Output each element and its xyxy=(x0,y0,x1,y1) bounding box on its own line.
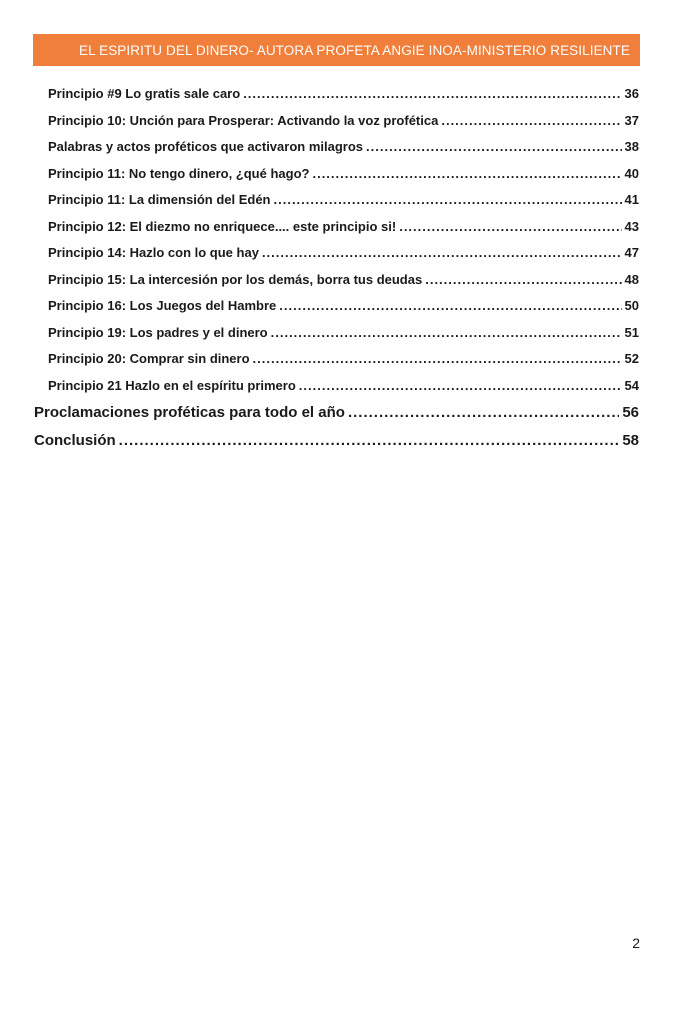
toc-entry-page: 43 xyxy=(624,219,639,234)
toc-entry-page: 50 xyxy=(624,298,639,313)
toc-entry-page: 47 xyxy=(624,245,639,260)
toc-entry-palabras-actos[interactable] xyxy=(48,139,639,154)
toc-dot-leader xyxy=(348,404,619,421)
toc-entry-conclusion[interactable] xyxy=(34,432,639,449)
toc-entry-page: 51 xyxy=(624,325,639,340)
toc-entry-page: 54 xyxy=(624,378,639,393)
toc-entry-page: 41 xyxy=(624,192,639,207)
running-header xyxy=(33,34,640,66)
toc-entry-title: Principio #9 Lo gratis sale caro xyxy=(48,86,241,101)
toc-entry-title: Proclamaciones proféticas para todo el año xyxy=(34,404,345,421)
toc-entry-title: Principio 14: Hazlo con lo que hay xyxy=(48,245,259,260)
toc-entry-title: Principio 16: Los Juegos del Hambre xyxy=(48,298,277,313)
toc-entry-page: 38 xyxy=(624,139,639,154)
toc-entry-principio-11a[interactable] xyxy=(48,166,639,181)
toc-entry-page: 56 xyxy=(622,404,639,421)
toc-entry-title: Principio 11: No tengo dinero, ¿qué hago? xyxy=(48,166,310,181)
toc-entry-proclamaciones[interactable] xyxy=(34,404,639,421)
toc-entry-title: Principio 20: Comprar sin dinero xyxy=(48,351,250,366)
toc-entry-page: 52 xyxy=(624,351,639,366)
toc-entry-principio-14[interactable] xyxy=(48,245,639,260)
toc-entry-title: Principio 10: Unción para Prosperar: Activando la voz profética xyxy=(48,113,439,128)
toc-entry-title: Principio 15: La intercesión por los demás, borra tus deudas xyxy=(48,272,423,287)
toc-dot-leader xyxy=(279,298,621,313)
toc-entry-title: Palabras y actos proféticos que activaron milagros xyxy=(48,139,364,154)
toc-entry-principio-19[interactable] xyxy=(48,325,639,340)
toc-entry-principio-16[interactable] xyxy=(48,298,639,313)
toc-entry-principio-10[interactable] xyxy=(48,113,639,128)
toc-entry-principio-15[interactable] xyxy=(48,272,639,287)
page-number: 2 xyxy=(632,935,640,951)
toc-entry-principio-9[interactable] xyxy=(48,86,639,101)
toc-entry-title: Principio 12: El diezmo no enriquece.... este principio si! xyxy=(48,219,397,234)
toc-entry-page: 37 xyxy=(624,113,639,128)
toc-entry-page: 58 xyxy=(622,432,639,449)
running-header-text: EL ESPIRITU DEL DINERO- AUTORA PROFETA ANGIE INOA-MINISTERIO RESILIENTE xyxy=(79,43,630,58)
toc-entry-title: Principio 21 Hazlo en el espíritu primero xyxy=(48,378,296,393)
toc-entry-principio-20[interactable] xyxy=(48,351,639,366)
toc-entry-principio-11b[interactable] xyxy=(48,192,639,207)
toc-dot-leader xyxy=(399,219,621,234)
toc-dot-leader xyxy=(366,139,622,154)
toc-entry-title: Conclusión xyxy=(34,432,116,449)
toc-dot-leader xyxy=(312,166,621,181)
toc-dot-leader xyxy=(253,351,622,366)
toc-entry-title: Principio 19: Los padres y el dinero xyxy=(48,325,268,340)
toc-dot-leader xyxy=(274,192,622,207)
toc-dot-leader xyxy=(243,86,621,101)
toc-entry-principio-21[interactable] xyxy=(48,378,639,393)
toc-dot-leader xyxy=(299,378,622,393)
toc-dot-leader xyxy=(271,325,622,340)
toc-entry-principio-12[interactable] xyxy=(48,219,639,234)
toc-entry-page: 36 xyxy=(624,86,639,101)
toc-dot-leader xyxy=(441,113,621,128)
toc-entry-page: 40 xyxy=(624,166,639,181)
toc-entry-title: Principio 11: La dimensión del Edén xyxy=(48,192,271,207)
toc-entry-page: 48 xyxy=(624,272,639,287)
toc-dot-leader xyxy=(119,432,620,449)
toc-dot-leader xyxy=(262,245,622,260)
toc-dot-leader xyxy=(425,272,621,287)
